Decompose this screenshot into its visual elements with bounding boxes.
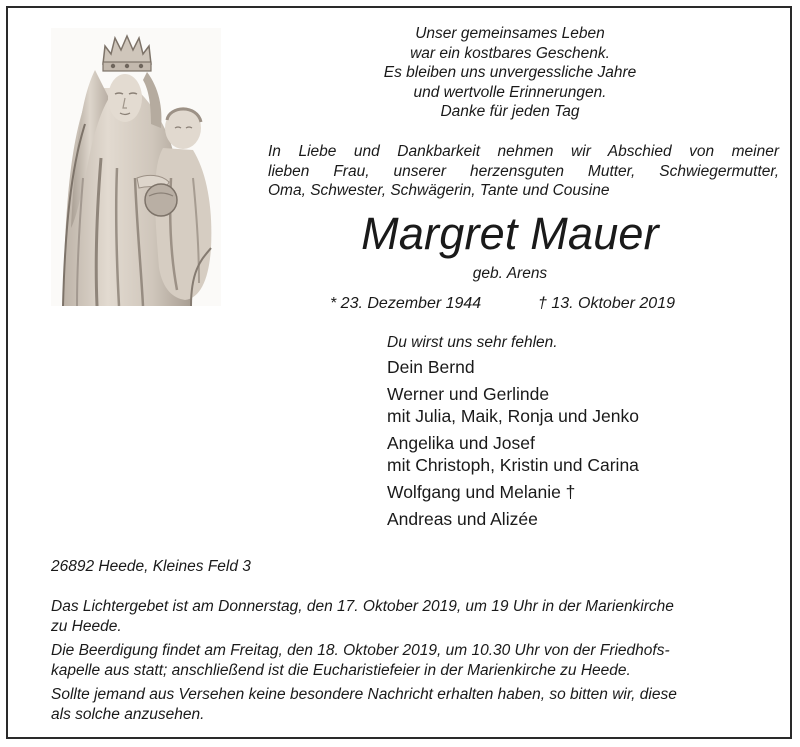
intro-line: In Liebe und Dankbarkeit nehmen wir Abschied von meiner	[268, 143, 779, 160]
intro-line: lieben Frau, unserer herzensguten Mutter, Schwiegermutter,	[268, 162, 779, 180]
notice-paragraph	[51, 597, 758, 636]
notice-line: zu Heede.	[51, 617, 122, 635]
poem-line: Unser gemeinsames Leben	[415, 25, 605, 42]
birth-date: * 23. Dezember 1944	[330, 295, 482, 312]
family-address: 26892 Heede, Kleines Feld 3	[51, 558, 251, 575]
deceased-name: Margret Mauer	[361, 208, 659, 259]
notice-line: Die Beerdigung findet am Freitag, den 18. Oktober 2019, um 10.30 Uhr von der Friedhofs-	[51, 642, 670, 659]
mourner-group	[387, 508, 767, 530]
mourner-name: Dein Bernd	[387, 357, 475, 377]
notice-line: Das Lichtergebet ist am Donnerstag, den 17. Oktober 2019, um 19 Uhr in der Marienkirche	[51, 598, 674, 615]
mourner-group	[387, 481, 767, 503]
mourner-name: Andreas und Alizée	[387, 509, 538, 529]
death-date: † 13. Oktober 2019	[538, 295, 675, 312]
notice-line: kapelle aus statt; anschließend ist die Eucharistiefeier in der Marienkirche zu Heede.	[51, 661, 631, 679]
memorial-poem	[300, 24, 720, 122]
mourner-group	[387, 383, 767, 427]
mourner-group	[387, 356, 767, 378]
poem-line: und wertvolle Erinnerungen.	[413, 83, 607, 101]
poem-line: Danke für jeden Tag	[440, 103, 580, 120]
mourners-list	[387, 356, 767, 535]
mourner-name: Werner und Gerlinde	[387, 384, 550, 404]
mourner-group	[387, 432, 767, 476]
farewell-intro	[268, 142, 779, 201]
notice-paragraph	[51, 685, 758, 724]
poem-line: war ein kostbares Geschenk.	[410, 44, 610, 62]
mourner-children: mit Julia, Maik, Ronja und Jenko	[387, 406, 639, 426]
mourner-children: mit Christoph, Kristin und Carina	[387, 455, 639, 475]
funeral-notices	[51, 597, 758, 729]
poem-line: Es bleiben uns unvergessliche Jahre	[383, 64, 637, 81]
mourner-name: Wolfgang und Melanie †	[387, 482, 576, 502]
madonna-statue-image	[51, 28, 221, 306]
mourner-name: Angelika und Josef	[387, 433, 535, 453]
notice-paragraph	[51, 641, 758, 680]
notice-line: Sollte jemand aus Versehen keine besondere Nachricht erhalten haben, so bitten wir, diese	[51, 686, 677, 703]
miss-line: Du wirst uns sehr fehlen.	[387, 334, 558, 351]
maiden-name: geb. Arens	[472, 265, 548, 282]
notice-line: als solche anzusehen.	[51, 705, 205, 723]
intro-line: Oma, Schwester, Schwägerin, Tante und Cousine	[268, 182, 610, 199]
